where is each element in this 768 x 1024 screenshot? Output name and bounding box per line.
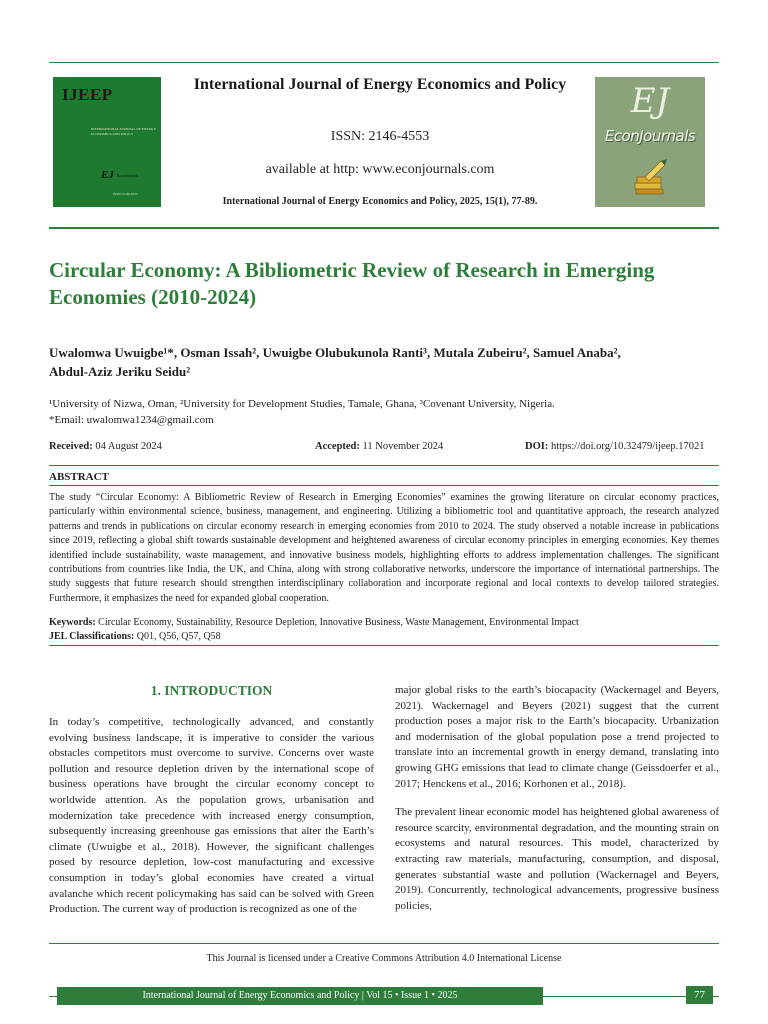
journal-issn: ISSN: 2146-4553: [330, 129, 430, 144]
keywords-value: Circular Economy, Sustainability, Resource Depletion, Innovative Business, Waste Management, Environmental Impact: [98, 617, 579, 628]
abstract-top-rule: [49, 465, 719, 466]
license-statement: This Journal is licensed under a Creative Commons Attribution 4.0 International License: [206, 953, 562, 964]
abstract-text: The study “Circular Economy: A Bibliometric Review of Research in Emerging Economies” examines the growing literature on circular economy practices, particularly within environmental science, business, management, and engineering. Utilizing a bibliometric tool and quantitative approach, the research analyzed patterns and trends in publications on circular economy research in emerging economies from 2010 to 2024. The study observed a notable increase in publications since 2019, reflecting a global shift towards sustainable development and heightened awareness of circular economy principles in emerging economies. Key themes identified include sustainability, waste management, and innovative business models, highlighting efforts to address implementation challenges. The significant contributions from countries like India, the UK, and China, along with strong collaborative networks, underscore the importance of international partnerships. The study suggests that future research should strengthen interdisciplinary collaboration and incorporate regional and local contexts to develop tailored strategies. Furthermore, it emphasizes the need for expanded global cooperation.: [49, 492, 719, 604]
paragraph: The prevalent linear economic model has heightened global awareness of resource scarcity, environmental degradation, and the mounting strain on ecosystems and natural resources. This model, characterized by extracting raw materials, manufacturing, consumption, and disposal, generates substantial waste and pollution (Wackernagel and Beyers, 2019). Concurrently, technological advancements, progressive business policies,: [395, 806, 719, 912]
accepted-date: [315, 441, 443, 452]
footer-journal-bar: International Journal of Energy Economics and Policy | Vol 15 • Issue 1 • 2025: [57, 987, 543, 1005]
econjournals-logo: [595, 77, 705, 207]
abstract-bottom-rule: [49, 645, 719, 646]
corresponding-email[interactable]: *Email: uwalomwa1234@gmail.com: [49, 414, 214, 426]
affiliations: [49, 396, 719, 428]
journal-title: International Journal of Energy Economics and Policy: [193, 76, 567, 93]
section-heading-introduction: 1. INTRODUCTION: [150, 683, 273, 698]
accepted-label: Accepted:: [315, 441, 360, 452]
cover-title: IJEEP: [62, 85, 113, 104]
logo-mark: EJ: [630, 81, 670, 121]
journal-website[interactable]: available at http: www.econjournals.com: [265, 162, 495, 177]
page-number: 77: [686, 986, 713, 1004]
cover-brand: EJ: [101, 169, 114, 181]
cover-brand-sub: EconJournals: [117, 173, 139, 178]
doi-link[interactable]: https://doi.org/10.32479/ijeep.17021: [550, 441, 705, 452]
keywords: [49, 616, 719, 629]
abstract-heading-rule: [49, 485, 719, 486]
logo-text: EconJournals: [604, 127, 696, 145]
header-top-rule: [49, 62, 719, 63]
keywords-label: Keywords:: [49, 617, 96, 628]
article-citation: International Journal of Energy Economics and Policy, 2025, 15(1), 77-89.: [222, 196, 538, 207]
authors-line-2: Abdul-Aziz Jeriku Seidu²: [49, 364, 191, 379]
article-title: Circular Economy: A Bibliometric Review of Research in Emerging Economies (2010-2024): [49, 258, 655, 309]
received-value: 04 August 2024: [95, 441, 162, 452]
paragraph: major global risks to the earth’s biocapacity (Wackernagel and Beyers, 2021). Wackernagel and Beyers (2021) suggest that the current production poses a major risk to the Earth’s biocapacity. Urbanization and modernisation of the global population pose a trend projected to translate into an incremental growth in energy demand, translating into growing GHG emissions that lead to climate change (Geissdoerfer et al., 2017; Henckens et al., 2016; Korhonen et al., 2018).: [395, 684, 719, 790]
doi-label: DOI:: [525, 441, 549, 452]
received-label: Received:: [49, 441, 93, 452]
jel-value: Q01, Q56, Q57, Q58: [136, 631, 221, 642]
right-column: [395, 683, 719, 927]
left-column: [49, 715, 374, 931]
footer-top-rule: [49, 943, 719, 944]
journal-cover-image: [53, 77, 161, 207]
header-bottom-rule: [49, 227, 719, 229]
doi: [525, 441, 704, 452]
cover-subtitle: INTERNATIONAL JOURNAL OF ENERGY ECONOMICS AND POLICY: [91, 127, 156, 136]
cover-issn: ISSN: 2146-4553: [113, 192, 138, 196]
paragraph: In today’s competitive, technologically advanced, and constantly evolving business landscape, it is imperative to consider the various obstacles competitors must overcome to survive. Concerns over waste pollution and resource depletion driven by the international scope of business operations have brought the circular economy concept to worldwide attention. As the population grows, urbanisation and modernization take precedence with increased energy consumption, subsequently increasing greenhouse gas emissions that alter the Earth’s climate (Uwuigbe et al., 2018). However, the significant challenges posed by resource depletion, low-cost manufacturing and excessive consumption in today’s global economies have created a virtual avalanche which recent policymaking has said can be solved with Green Production. The current way of production is recognized as one of the: [49, 716, 374, 916]
books-pencil-icon: [631, 157, 671, 197]
affiliation-text: ¹University of Nizwa, Oman, ²University for Development Studies, Tamale, Ghana, ³Covenant University, Nigeria.: [49, 398, 555, 410]
jel-classifications: [49, 630, 719, 643]
accepted-value: 11 November 2024: [362, 441, 444, 452]
abstract-heading: ABSTRACT: [49, 471, 109, 483]
received-date: [49, 441, 162, 452]
jel-label: JEL Classifications:: [49, 631, 135, 642]
authors-line-1: Uwalomwa Uwuigbe¹*, Osman Issah², Uwuigbe Olubukunola Ranti³, Mutala Zubeiru², Samuel Anaba²,: [49, 345, 621, 360]
author-list: [49, 343, 719, 381]
